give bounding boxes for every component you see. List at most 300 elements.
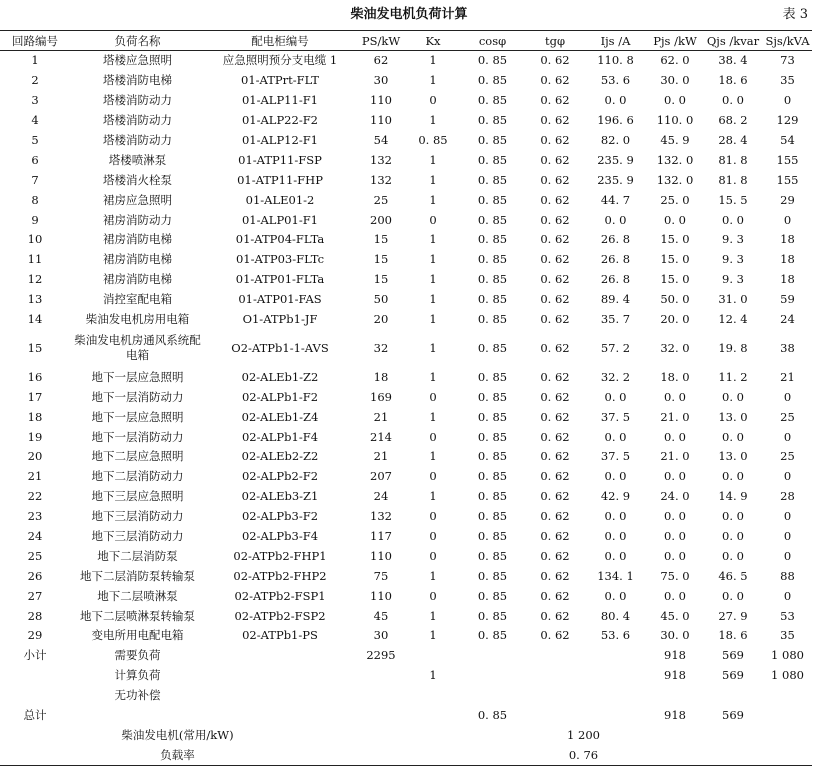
cell-tg: 0. 62 (540, 292, 570, 307)
cell-tg: 0. 62 (540, 272, 570, 287)
cell-tg: 0. 62 (540, 212, 570, 227)
cell-cabinet-no: 01-ALP12-F1 (241, 133, 318, 147)
cell-circuit-no: 28 (27, 608, 43, 623)
cell-ijs: 0. 0 (604, 509, 627, 524)
cell-ps: 75 (373, 568, 389, 583)
col-load-name: 负荷名称 (70, 31, 205, 51)
calc-pjs: 918 (664, 668, 686, 683)
table-row (0, 111, 812, 131)
cell-load-name: 地下二层喷淋泵 (97, 588, 178, 603)
cell-qjs: 31. 0 (718, 292, 748, 307)
cell-circuit-no: 17 (27, 389, 43, 404)
cell-kx: 1 (429, 340, 437, 355)
cell-sjs: 18 (780, 252, 795, 267)
cell-qjs: 68. 2 (718, 113, 748, 128)
cell-cabinet-no: 02-ATPb2-FHP1 (233, 548, 327, 563)
cell-ijs: 57. 2 (600, 340, 631, 355)
cell-sjs: 0 (783, 529, 792, 544)
demand-sjs: 1 080 (771, 648, 804, 663)
cell-pjs: 45. 9 (660, 133, 690, 147)
calc-label: 计算负荷 (114, 668, 161, 683)
table-row (0, 367, 812, 387)
cell-sjs: 0 (783, 389, 792, 404)
cell-tg: 0. 62 (540, 449, 570, 464)
cell-cos: 0. 85 (477, 113, 508, 128)
cell-kx: 1 (429, 369, 437, 384)
cell-qjs: 9. 3 (722, 232, 744, 247)
cell-tg: 0. 62 (540, 568, 570, 583)
cell-kx: 1 (429, 272, 437, 287)
cell-tg: 0. 62 (540, 53, 570, 68)
cell-kx: 0 (429, 548, 437, 563)
cell-ps: 21 (373, 449, 389, 464)
cell-ps: 45 (373, 608, 389, 623)
cell-tg: 0. 62 (540, 113, 570, 128)
cell-qjs: 81. 8 (718, 172, 748, 187)
table-row (0, 290, 812, 310)
cell-qjs: 15. 5 (718, 192, 748, 207)
cell-load-name: 塔楼消防电梯 (103, 73, 172, 88)
total-row (0, 706, 812, 726)
cell-load-name: 地下一层应急照明 (91, 369, 184, 384)
col-cos: cosφ (459, 31, 526, 51)
cell-ijs: 110. 8 (597, 53, 634, 68)
cell-ijs: 35. 7 (600, 312, 631, 327)
cell-cos: 0. 85 (477, 292, 508, 307)
cell-tg: 0. 62 (540, 192, 570, 207)
cell-pjs: 0. 0 (664, 93, 686, 108)
cell-ps: 169 (370, 389, 392, 404)
cell-ps: 214 (370, 429, 392, 444)
cell-sjs: 88 (780, 568, 795, 583)
cell-sjs: 73 (780, 53, 795, 68)
cell-circuit-no: 23 (27, 509, 43, 524)
cell-ps: 132 (370, 509, 392, 524)
cell-circuit-no: 7 (31, 172, 39, 187)
cell-tg: 0. 62 (540, 509, 570, 524)
cell-ps: 110 (370, 113, 392, 128)
cell-ijs: 37. 5 (600, 449, 631, 464)
cell-ps: 110 (370, 93, 392, 108)
cell-kx: 0 (429, 509, 437, 524)
cell-pjs: 15. 0 (660, 272, 690, 287)
cell-ijs: 80. 4 (600, 608, 631, 623)
generator-value: 1 200 (567, 727, 600, 742)
demand-label: 需要负荷 (114, 648, 161, 663)
cell-qjs: 12. 4 (718, 312, 748, 327)
table-row (0, 546, 812, 566)
cell-circuit-no: 19 (27, 429, 43, 444)
cell-cos: 0. 85 (477, 449, 508, 464)
cell-ijs: 89. 4 (600, 292, 631, 307)
cell-cos: 0. 85 (477, 568, 508, 583)
cell-cos: 0. 85 (477, 469, 508, 484)
cell-ijs: 134. 1 (597, 568, 634, 583)
cell-sjs: 0 (783, 429, 792, 444)
cell-load-name: 塔楼消防动力 (103, 113, 172, 128)
table-row (0, 91, 812, 111)
header-row (0, 31, 812, 51)
cell-cabinet-no: 01-ALP11-F1 (241, 93, 318, 108)
cell-sjs: 0 (783, 588, 792, 603)
cell-cos: 0. 85 (477, 133, 508, 147)
cell-cos: 0. 85 (477, 429, 508, 444)
cell-pjs: 20. 0 (660, 312, 690, 327)
table-row (0, 170, 812, 190)
cell-cos: 0. 85 (477, 93, 508, 108)
cell-sjs: 53 (780, 608, 795, 623)
cell-ijs: 0. 0 (604, 588, 627, 603)
table-row (0, 329, 812, 367)
cell-qjs: 18. 6 (718, 73, 748, 88)
cell-pjs: 0. 0 (664, 429, 686, 444)
table-row (0, 507, 812, 527)
cell-ps: 15 (373, 252, 389, 267)
table-row (0, 250, 812, 270)
cell-ps: 50 (373, 292, 389, 307)
cell-pjs: 24. 0 (660, 489, 690, 504)
cell-load-name: 裙房消防电梯 (103, 272, 172, 287)
cell-cabinet-no: 02-ATPb2-FHP2 (233, 568, 327, 583)
cell-cabinet-no: 02-ALEb1-Z4 (241, 409, 319, 424)
table-row (0, 131, 812, 151)
cell-kx: 1 (429, 449, 437, 464)
table-row (0, 270, 812, 290)
cell-cos: 0. 85 (477, 389, 508, 404)
cell-ijs: 196. 6 (597, 113, 634, 128)
cell-kx: 1 (429, 252, 437, 267)
cell-kx: 0 (429, 212, 437, 227)
cell-load-name: 塔楼应急照明 (103, 53, 172, 68)
calc-kx: 1 (429, 668, 437, 683)
cell-cos: 0. 85 (477, 608, 508, 623)
load-rate-row (0, 745, 812, 765)
cell-ijs: 26. 8 (600, 232, 631, 247)
cell-load-name: 塔楼消防动力 (103, 93, 172, 108)
cell-kx: 0 (429, 389, 437, 404)
cell-kx: 0 (429, 588, 437, 603)
table-row (0, 310, 812, 330)
cell-kx: 0 (429, 469, 437, 484)
cell-tg: 0. 62 (540, 152, 570, 167)
cell-cabinet-no: O1-ATPb1-JF (242, 312, 318, 327)
cell-ijs: 235. 9 (597, 172, 634, 187)
col-tg: tgφ (526, 31, 584, 51)
demand-ps: 2295 (366, 648, 396, 663)
cell-qjs: 9. 3 (722, 252, 744, 267)
cell-ijs: 82. 0 (600, 133, 631, 147)
cell-sjs: 129 (776, 113, 799, 128)
cell-pjs: 50. 0 (660, 292, 690, 307)
cell-pjs: 0. 0 (664, 588, 686, 603)
cell-kx: 1 (429, 73, 437, 88)
table-row (0, 71, 812, 91)
cell-ps: 207 (370, 469, 392, 484)
cell-tg: 0. 62 (540, 489, 570, 504)
cell-kx: 1 (429, 489, 437, 504)
cell-ijs: 0. 0 (604, 389, 627, 404)
cell-kx: 1 (429, 172, 437, 187)
cell-load-name: 地下一层消防动力 (91, 429, 184, 444)
cell-circuit-no: 13 (27, 292, 43, 307)
cell-tg: 0. 62 (540, 608, 570, 623)
subtotal-demand-row (0, 646, 812, 666)
cell-ijs: 0. 0 (604, 429, 627, 444)
table-title: 柴油发电机负荷计算 (350, 7, 468, 22)
cell-cabinet-no: 应急照明预分支电缆 1 (222, 53, 338, 68)
cell-kx: 1 (429, 152, 437, 167)
cell-ps: 25 (373, 192, 389, 207)
col-pjs: Pjs /kW (647, 31, 703, 51)
cell-circuit-no: 1 (31, 53, 39, 68)
cell-tg: 0. 62 (540, 548, 570, 563)
cell-tg: 0. 62 (540, 133, 570, 147)
cell-cos: 0. 85 (477, 192, 508, 207)
cell-qjs: 0. 0 (722, 469, 744, 484)
cell-cabinet-no: 02-ALPb1-F2 (241, 389, 319, 404)
cell-pjs: 0. 0 (664, 548, 686, 563)
cell-cos: 0. 85 (477, 212, 508, 227)
cell-ps: 117 (370, 529, 392, 544)
cell-circuit-no: 29 (27, 628, 43, 643)
cell-ps: 15 (373, 272, 389, 287)
load-rate-value: 0. 76 (355, 745, 812, 765)
cell-pjs: 25. 0 (660, 192, 690, 207)
table-row (0, 230, 812, 250)
cell-cabinet-no: 02-ATPb1-PS (242, 628, 318, 643)
cell-ps: 32 (373, 340, 389, 355)
col-qjs: Qjs /kvar (703, 31, 763, 51)
cell-load-name: 地下三层消防动力 (91, 529, 184, 544)
cell-cabinet-no: 02-ALEb1-Z2 (241, 369, 319, 384)
cell-kx: 1 (429, 192, 437, 207)
cell-pjs: 110. 0 (656, 113, 694, 128)
col-circuit-no: 回路编号 (0, 31, 70, 51)
cell-load-name: 地下二层消防动力 (91, 469, 184, 484)
total-qjs: 569 (722, 708, 744, 723)
cell-sjs: 0 (783, 548, 792, 563)
cell-ps: 18 (373, 369, 389, 384)
cell-cabinet-no: 01-ATP01-FLTa (235, 272, 325, 287)
cell-qjs: 11. 2 (718, 369, 748, 384)
cell-ijs: 0. 0 (604, 548, 627, 563)
cell-ijs: 0. 0 (604, 212, 627, 227)
cell-kx: 0 (429, 93, 437, 108)
cell-circuit-no: 14 (27, 312, 43, 327)
cell-circuit-no: 9 (31, 212, 39, 227)
cell-qjs: 0. 0 (722, 588, 744, 603)
cell-circuit-no: 12 (27, 272, 43, 287)
demand-pjs: 918 (664, 648, 686, 663)
cell-kx: 1 (429, 628, 437, 643)
cell-pjs: 132. 0 (656, 172, 694, 187)
cell-circuit-no: 16 (27, 369, 43, 384)
cell-load-name: 裙房消防电梯 (103, 252, 172, 267)
cell-cabinet-no: 01-ATPrt-FLT (241, 73, 319, 88)
cell-ijs: 26. 8 (600, 252, 631, 267)
cell-ps: 110 (370, 588, 392, 603)
cell-pjs: 0. 0 (664, 529, 686, 544)
cell-tg: 0. 62 (540, 628, 570, 643)
cell-ijs: 26. 8 (600, 272, 631, 287)
cell-sjs: 18 (780, 272, 795, 287)
cell-qjs: 13. 0 (718, 409, 748, 424)
cell-cos: 0. 85 (477, 489, 508, 504)
cell-circuit-no: 4 (31, 113, 39, 128)
cell-ps: 30 (373, 628, 389, 643)
calc-qjs: 569 (722, 668, 744, 683)
table-row (0, 407, 812, 427)
cell-tg: 0. 62 (540, 73, 570, 88)
total-pjs: 918 (664, 708, 686, 723)
cell-cabinet-no: 02-ATPb2-FSP2 (234, 608, 326, 623)
cell-ps: 132 (370, 172, 392, 187)
cell-kx: 1 (429, 292, 437, 307)
cell-cos: 0. 85 (477, 529, 508, 544)
cell-tg: 0. 62 (540, 588, 570, 603)
cell-tg: 0. 62 (540, 252, 570, 267)
cell-cabinet-no: 01-ATP03-FLTc (235, 252, 325, 267)
cell-tg: 0. 62 (540, 469, 570, 484)
cell-tg: 0. 62 (540, 369, 570, 384)
cell-ijs: 53. 6 (600, 628, 631, 643)
cell-load-name: 变电所用电配电箱 (91, 628, 184, 643)
cell-cos: 0. 85 (477, 588, 508, 603)
cell-circuit-no: 11 (27, 252, 43, 267)
cell-sjs: 59 (780, 292, 795, 307)
cell-cabinet-no: 01-ATP04-FLTa (235, 232, 325, 247)
cell-tg: 0. 62 (540, 389, 570, 404)
cell-cos: 0. 85 (477, 340, 508, 355)
cell-sjs: 29 (780, 192, 795, 207)
cell-qjs: 18. 6 (718, 628, 748, 643)
subtotal-label: 小计 (23, 648, 47, 663)
cell-pjs: 21. 0 (660, 409, 690, 424)
cell-qjs: 19. 8 (718, 340, 748, 355)
cell-pjs: 30. 0 (660, 73, 690, 88)
cell-load-name: 消控室配电箱 (103, 292, 172, 307)
cell-cabinet-no: 01-ALP22-F2 (241, 113, 318, 128)
cell-cabinet-no: 02-ATPb2-FSP1 (234, 588, 326, 603)
cell-ijs: 0. 0 (604, 93, 627, 108)
cell-kx: 1 (429, 232, 437, 247)
cell-pjs: 15. 0 (660, 252, 690, 267)
cell-cabinet-no: 01-ATP01-FAS (238, 292, 322, 307)
cell-pjs: 15. 0 (660, 232, 690, 247)
cell-tg: 0. 62 (540, 340, 570, 355)
cell-kx: 0 (429, 529, 437, 544)
cell-qjs: 27. 9 (718, 608, 748, 623)
cell-pjs: 0. 0 (664, 469, 686, 484)
cell-sjs: 24 (780, 312, 795, 327)
cell-qjs: 0. 0 (722, 429, 744, 444)
col-ps: PS/kW (355, 31, 407, 51)
cell-pjs: 21. 0 (660, 449, 690, 464)
cell-cabinet-no: 01-ALE01-2 (245, 192, 315, 207)
cell-qjs: 13. 0 (718, 449, 748, 464)
cell-tg: 0. 62 (540, 232, 570, 247)
cell-ps: 24 (373, 489, 389, 504)
cell-ps: 15 (373, 232, 389, 247)
cell-circuit-no: 15 (27, 340, 43, 355)
cell-sjs: 0 (783, 469, 792, 484)
cell-ps: 110 (370, 548, 392, 563)
demand-qjs: 569 (722, 648, 744, 663)
cell-pjs: 0. 0 (664, 509, 686, 524)
cell-pjs: 0. 0 (664, 389, 686, 404)
table-row (0, 150, 812, 170)
cell-cos: 0. 85 (477, 369, 508, 384)
cell-cabinet-no: 02-ALEb3-Z1 (241, 489, 319, 504)
cell-kx: 1 (429, 568, 437, 583)
cell-load-name: 塔楼喷淋泵 (108, 152, 167, 167)
cell-cos: 0. 85 (477, 272, 508, 287)
cell-ijs: 53. 6 (600, 73, 631, 88)
cell-pjs: 0. 0 (664, 212, 686, 227)
cell-ijs: 44. 7 (600, 192, 631, 207)
table-number: 表 3 (782, 7, 808, 22)
cell-sjs: 25 (780, 449, 795, 464)
col-cabinet-no: 配电柜编号 (205, 31, 355, 51)
cell-tg: 0. 62 (540, 529, 570, 544)
cell-sjs: 155 (776, 172, 799, 187)
comp-label: 无功补偿 (114, 688, 161, 703)
cell-cos: 0. 85 (477, 628, 508, 643)
cell-ijs: 32. 2 (600, 369, 631, 384)
cell-load-name: 地下三层消防动力 (91, 509, 184, 524)
col-kx: Kx (407, 31, 459, 51)
cell-ps: 54 (373, 133, 389, 147)
cell-qjs: 0. 0 (722, 212, 744, 227)
table-row (0, 387, 812, 407)
total-cos: 0. 85 (477, 708, 508, 723)
cell-load-name: 地下一层应急照明 (91, 409, 184, 424)
cell-ijs: 37. 5 (600, 409, 631, 424)
cell-cos: 0. 85 (477, 252, 508, 267)
cell-circuit-no: 3 (31, 93, 39, 108)
cell-circuit-no: 8 (31, 192, 39, 207)
cell-pjs: 32. 0 (660, 340, 690, 355)
table-row (0, 447, 812, 467)
cell-qjs: 0. 0 (722, 509, 744, 524)
cell-kx: 1 (429, 113, 437, 128)
cell-cos: 0. 85 (477, 548, 508, 563)
cell-tg: 0. 62 (540, 409, 570, 424)
cell-pjs: 45. 0 (660, 608, 690, 623)
total-label: 总计 (23, 708, 47, 723)
cell-ijs: 42. 9 (600, 489, 631, 504)
cell-ps: 30 (373, 73, 389, 88)
cell-cos: 0. 85 (477, 232, 508, 247)
cell-ijs: 235. 9 (597, 152, 634, 167)
table-row (0, 210, 812, 230)
cell-sjs: 38 (780, 340, 795, 355)
cell-tg: 0. 62 (540, 172, 570, 187)
cell-cabinet-no: 02-ALPb1-F4 (241, 429, 319, 444)
cell-sjs: 28 (780, 489, 795, 504)
cell-ps: 62 (373, 53, 389, 68)
cell-cos: 0. 85 (477, 73, 508, 88)
cell-ps: 200 (370, 212, 392, 227)
cell-cabinet-no: O2-ATPb1-1-AVS (231, 340, 329, 355)
cell-cabinet-no: 02-ALPb3-F4 (241, 529, 319, 544)
cell-load-name: 塔楼消火栓泵 (103, 172, 172, 187)
cell-sjs: 35 (780, 73, 795, 88)
subtotal-comp-row (0, 686, 812, 706)
cell-ps: 132 (370, 152, 392, 167)
table-row (0, 527, 812, 547)
cell-qjs: 28. 4 (718, 133, 748, 147)
